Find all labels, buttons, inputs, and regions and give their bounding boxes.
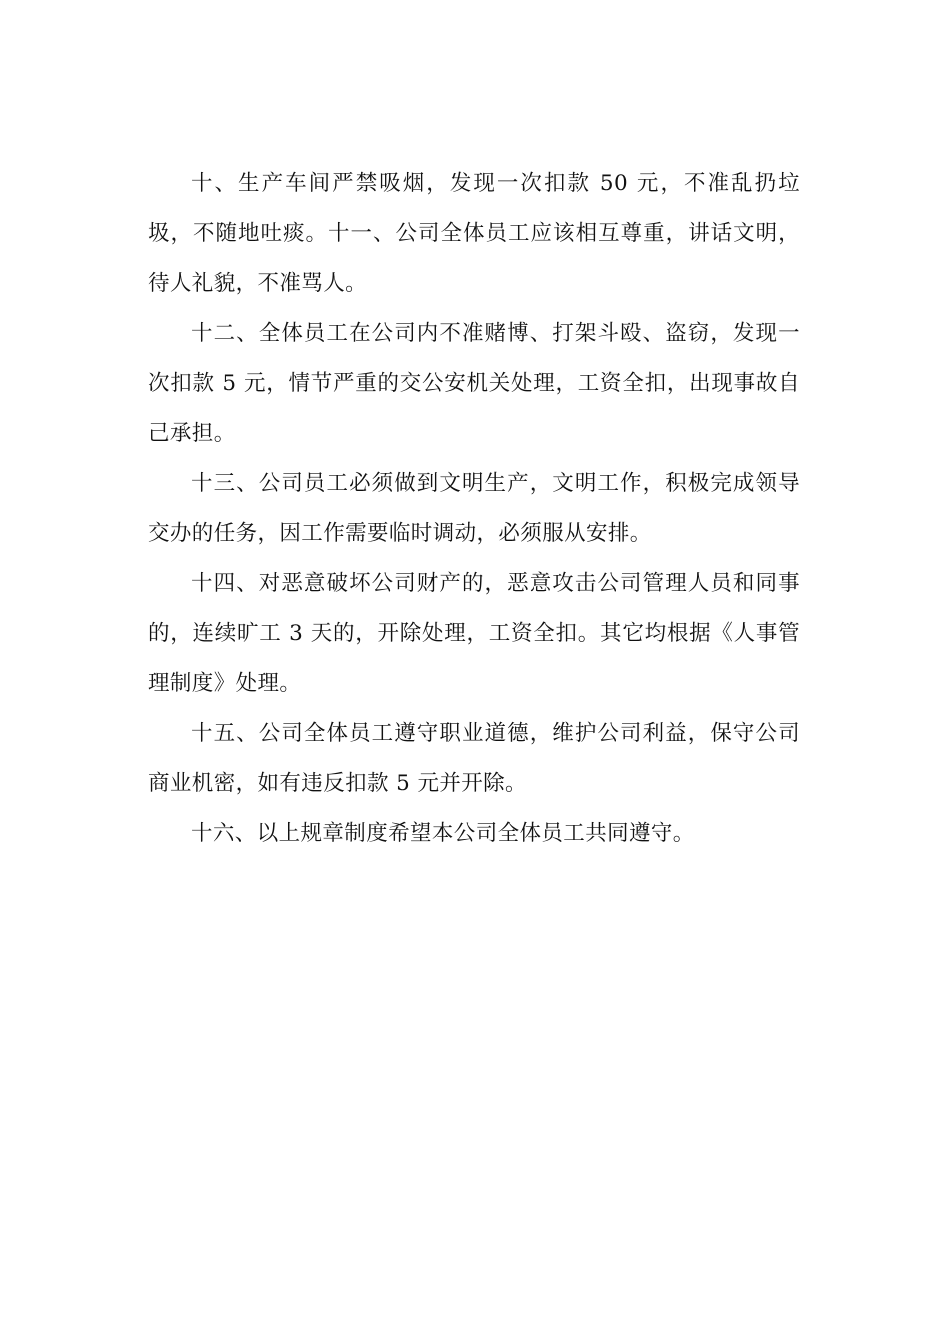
paragraph-rule-12: 十二、全体员工在公司内不准赌博、打架斗殴、盗窃，发现一次扣款 5 元，情节严重的交公安机关处理，工资全扣，出现事故自己承担。 (148, 321, 800, 446)
paragraph-rule-10-11: 十、生产车间严禁吸烟，发现一次扣款 50 元，不准乱扔垃圾，不随地吐痰。十一、公司全体员工应该相互尊重，讲话文明，待人礼貌，不准骂人。 (148, 171, 800, 296)
paragraph-rule-16: 十六、以上规章制度希望本公司全体员工共同遵守。 (191, 821, 695, 846)
paragraph-rule-15: 十五、公司全体员工遵守职业道德，维护公司利益，保守公司商业机密，如有违反扣款 5 元并开除。 (148, 721, 800, 796)
paragraph-rule-13: 十三、公司员工必须做到文明生产，文明工作，积极完成领导交办的任务，因工作需要临时调动，必须服从安排。 (148, 471, 800, 546)
paragraph-rule-14: 十四、对恶意破坏公司财产的，恶意攻击公司管理人员和同事的，连续旷工 3 天的，开除处理，工资全扣。其它均根据《人事管理制度》处理。 (148, 571, 800, 696)
document-body (148, 159, 800, 859)
